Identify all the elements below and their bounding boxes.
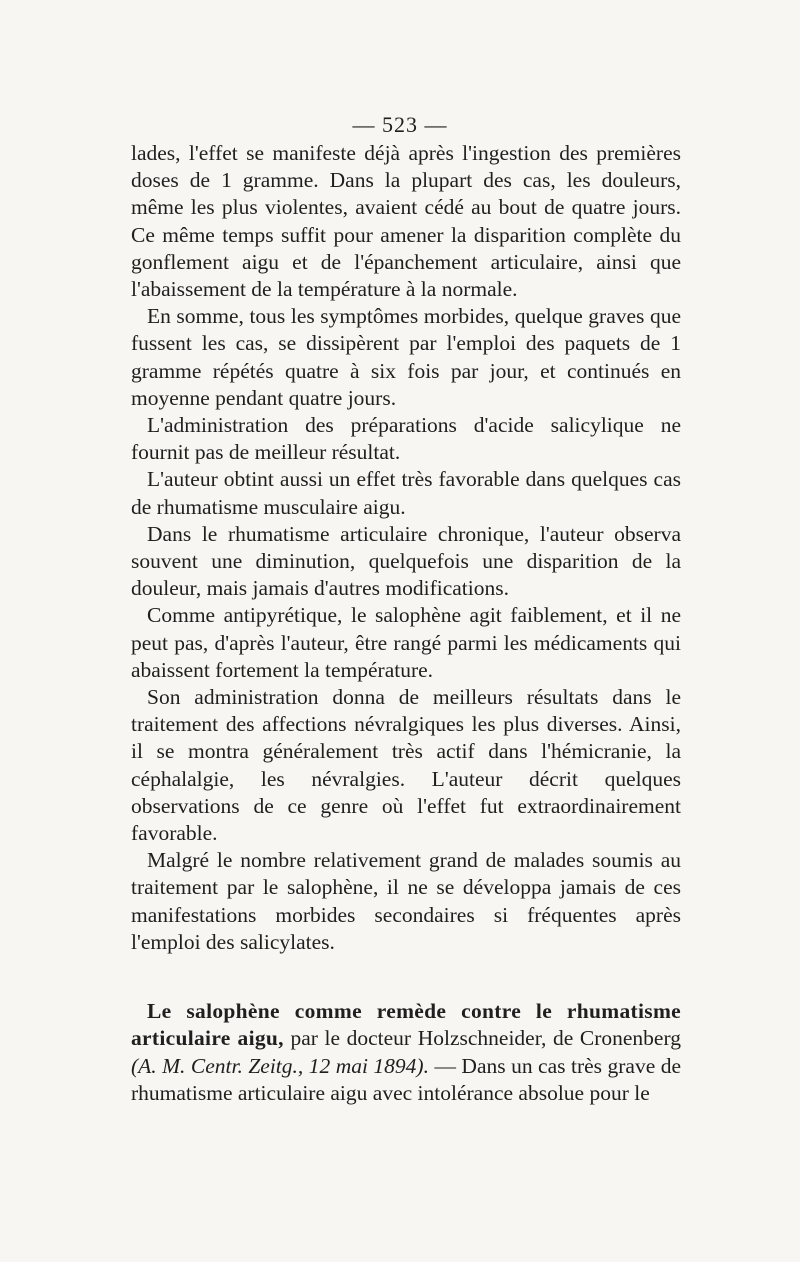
section-entry [131, 998, 681, 1107]
paragraph-7: Son administration donna de meilleurs résultats dans le traitement des affections névralgiques les plus diverses. Ainsi, il se montra généralement très actif dans l'hémicranie, la céphalalgie, les névralgies. L'auteur décrit quelques observations de ce genre où l'effet fut extraordinairement favorable. [131, 685, 681, 846]
paragraph-1: lades, l'effet se manifeste déjà après l'ingestion des premières doses de 1 gramme. Dans la plupart des cas, les douleurs, même les plus violentes, avaient cédé au bout de quatre jours. Ce même temps suffit pour amener la disparition complète du gonflement aigu et de l'épanchement articulaire, ainsi que l'abaissement de la température à la normale. [131, 141, 681, 302]
section-title: Le salophène comme remède contre le rhumatisme articulaire aigu, [131, 999, 681, 1051]
paragraph-2: En somme, tous les symptômes morbides, quelque graves que fussent les cas, se dissipèrent par l'emploi des paquets de 1 gramme répétés quatre à six fois par jour, et continués en moyenne pendant quatre jours. [131, 304, 681, 410]
section-text: — Dans un cas très grave de rhumatisme articulaire aigu avec intolérance absolue pour le [131, 1053, 681, 1105]
paragraph-8: Malgré le nombre relativement grand de malades soumis au traitement par le salophène, il ne se développa jamais de ces manifestations morbides secondaires si fréquentes après l'emploi des salicylates. [131, 848, 681, 954]
section-reference: (A. M. Centr. Zeitg., 12 mai 1894). [131, 1053, 429, 1078]
section-author: par le docteur Holzschneider, de Cronenberg [283, 1026, 681, 1051]
paragraph-3: L'administration des préparations d'acide salicylique ne fournit pas de meilleur résultat. [131, 413, 681, 465]
page-number: — 523 — [352, 112, 448, 137]
paragraph-4: L'auteur obtint aussi un effet très favorable dans quelques cas de rhumatisme musculaire aigu. [131, 467, 681, 519]
body-text [131, 140, 681, 1107]
paragraph-5: Dans le rhumatisme articulaire chronique, l'auteur observa souvent une diminution, quelquefois une disparition de la douleur, mais jamais d'autres modifications. [131, 521, 681, 601]
paragraph-6: Comme antipyrétique, le salophène agit faiblement, et il ne peut pas, d'après l'auteur, être rangé parmi les médicaments qui abaissent fortement la température. [131, 603, 681, 682]
